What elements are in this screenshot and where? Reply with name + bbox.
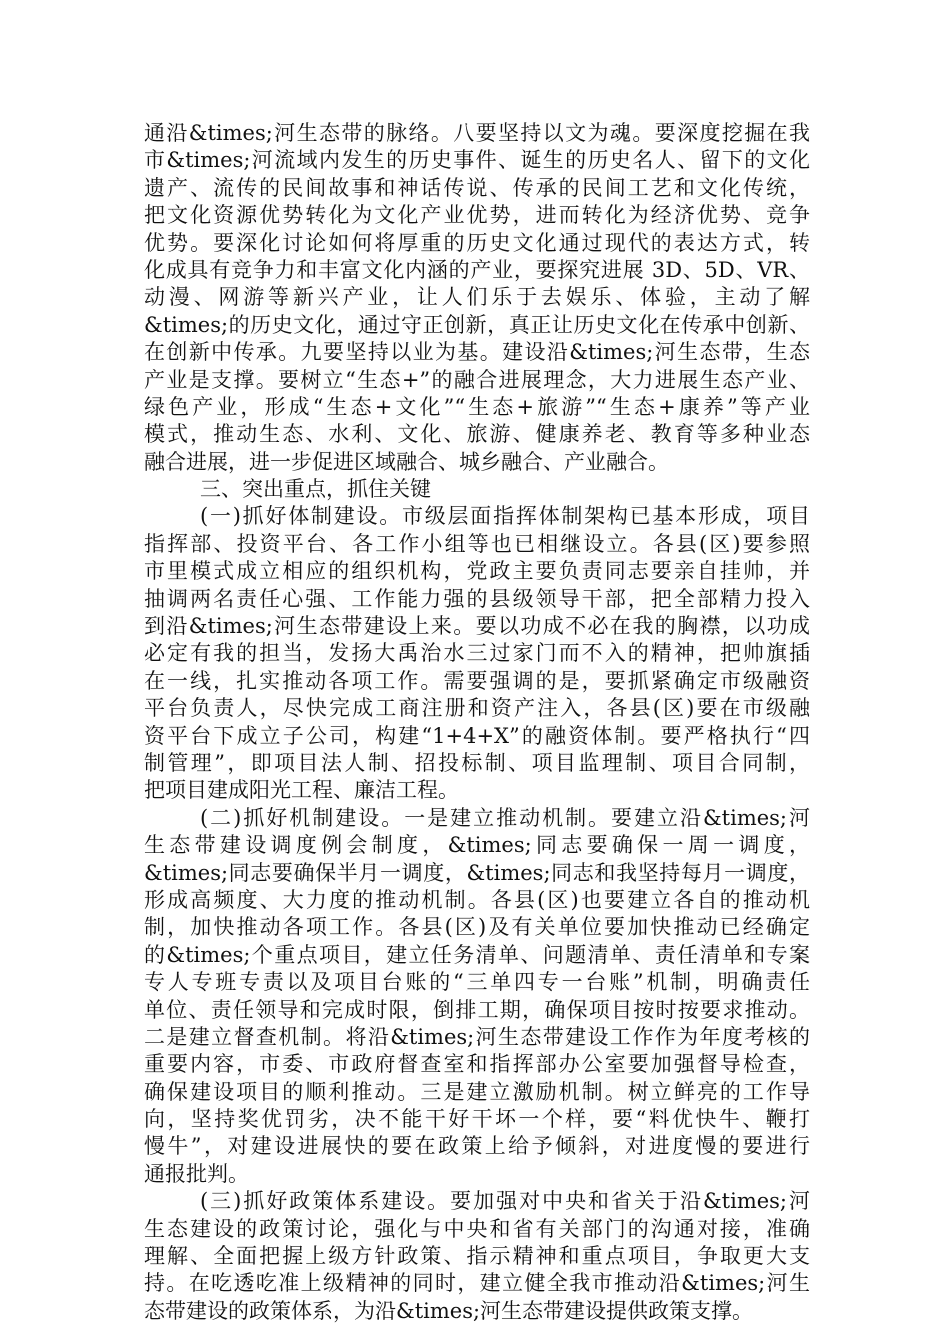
text-line: 资平台下成立子公司，构建“1+4+X”的融资体制。要严格执行“四	[144, 723, 810, 748]
text-line: 持。在吃透吃准上级精神的同时，建立健全我市推动沿&times;河生	[144, 1271, 810, 1296]
text-line: 制，加快推动各项工作。各县(区)及有关单位要加快推动已经确定	[144, 915, 810, 940]
text-line: 生态建设的政策讨论，强化与中央和省有关部门的沟通对接，准确	[144, 1216, 810, 1241]
text-line: 把文化资源优势转化为文化产业优势，进而转化为经济优势、竞争	[144, 203, 810, 228]
text-line: 指挥部、投资平台、各工作小组等也已相继设立。各县(区)要参照	[144, 531, 810, 556]
section-heading	[144, 476, 810, 503]
text-line: 动漫、网游等新兴产业，让人们乐于去娱乐、体验，主动了解	[144, 285, 810, 310]
text-line: 优势。要深化讨论如何将厚重的历史文化通过现代的表达方式，转	[144, 230, 810, 255]
text-line: &times;的历史文化，通过守正创新，真正让历史文化在传承中创新、	[144, 312, 810, 337]
paragraph-policy	[144, 1188, 810, 1325]
text-line: 市&times;河流域内发生的历史事件、诞生的历史名人、留下的文化	[144, 148, 810, 173]
text-line: 产业是支撑。要树立“生态+”的融合进展理念，大力进展生态产业、	[144, 367, 810, 392]
paragraph-mechanism	[144, 805, 810, 1188]
text-line: 单位、责任领导和完成时限，倒排工期，确保项目按时按要求推动。	[144, 997, 810, 1022]
paragraph-system	[144, 503, 810, 804]
text-line: 抽调两名责任心强、工作能力强的县级领导干部，把全部精力投入	[144, 586, 810, 611]
text-line: 通报批判。	[144, 1161, 249, 1186]
text-line: 慢牛”，对建设进展快的要在政策上给予倾斜，对进度慢的要进行	[144, 1134, 810, 1159]
text-line: &times;同志要确保半月一调度，&times;同志和我坚持每月一调度，	[144, 860, 810, 885]
text-line: 生态带建设调度例会制度，&times;同志要确保一周一调度，	[144, 833, 810, 858]
text-line: 形成高频度、大力度的推动机制。各县(区)也要建立各自的推动机	[144, 887, 810, 912]
text-line: 重要内容，市委、市政府督查室和指挥部办公室要加强督导检查，	[144, 1052, 810, 1077]
text-line: 化成具有竞争力和丰富文化内涵的产业，要探究进展 3D、5D、VR、	[144, 257, 810, 282]
text-line: 市里模式成立相应的组织机构，党政主要负责同志要亲自挂帅，并	[144, 559, 810, 584]
text-line: 到沿&times;河生态带建设上来。要以功成不必在我的胸襟，以功成	[144, 614, 810, 639]
text-line: 在创新中传承。九要坚持以业为基。建设沿&times;河生态带，生态	[144, 340, 810, 365]
text-line: (三)抓好政策体系建设。要加强对中央和省关于沿&times;河	[200, 1189, 810, 1214]
text-line: 平台负责人，尽快完成工商注册和资产注入，各县(区)要在市级融	[144, 696, 810, 721]
heading-line: 三、突出重点，抓住关键	[200, 477, 431, 502]
text-line: 遗产、流传的民间故事和神话传说、传承的民间工艺和文化传统，	[144, 175, 810, 200]
text-line: 的&times;个重点项目，建立任务清单、问题清单、责任清单和专案	[144, 942, 810, 967]
paragraph-culture	[144, 120, 810, 476]
text-line: 融合进展，进一步促进区域融合、城乡融合、产业融合。	[144, 449, 669, 474]
text-line: 在一线，扎实推动各项工作。需要强调的是，要抓紧确定市级融资	[144, 668, 810, 693]
text-line: 态带建设的政策体系，为沿&times;河生态带建设提供政策支撑。	[144, 1298, 754, 1323]
text-line: 二是建立督查机制。将沿&times;河生态带建设工作作为年度考核的	[144, 1024, 810, 1049]
text-line: 向，坚持奖优罚劣，决不能干好干坏一个样，要“料优快牛、鞭打	[144, 1107, 810, 1132]
text-line: 绿色产业，形成“生态+文化”“生态+旅游”“生态+康养”等产业	[144, 394, 810, 419]
text-line: 制管理”，即项目法人制、招投标制、项目监理制、项目合同制，	[144, 750, 810, 775]
text-line: (二)抓好机制建设。一是建立推动机制。要建立沿&times;河	[200, 805, 810, 830]
text-line: 通沿&times;河生态带的脉络。八要坚持以文为魂。要深度挖掘在我	[144, 121, 810, 145]
text-line: 把项目建成阳光工程、廉洁工程。	[144, 778, 459, 803]
document-body	[144, 120, 810, 1325]
text-line: 模式，推动生态、水利、文化、旅游、健康养老、教育等多种业态	[144, 422, 810, 447]
text-line: 确保建设项目的顺利推动。三是建立激励机制。树立鲜亮的工作导	[144, 1079, 810, 1104]
text-line: (一)抓好体制建设。市级层面指挥体制架构已基本形成，项目	[200, 504, 810, 529]
text-line: 理解、全面把握上级方针政策、指示精神和重点项目，争取更大支	[144, 1244, 810, 1269]
text-line: 必定有我的担当，发扬大禹治水三过家门而不入的精神，把帅旗插	[144, 641, 810, 666]
text-line: 专人专班专责以及项目台账的“三单四专一台账”机制，明确责任	[144, 970, 810, 995]
